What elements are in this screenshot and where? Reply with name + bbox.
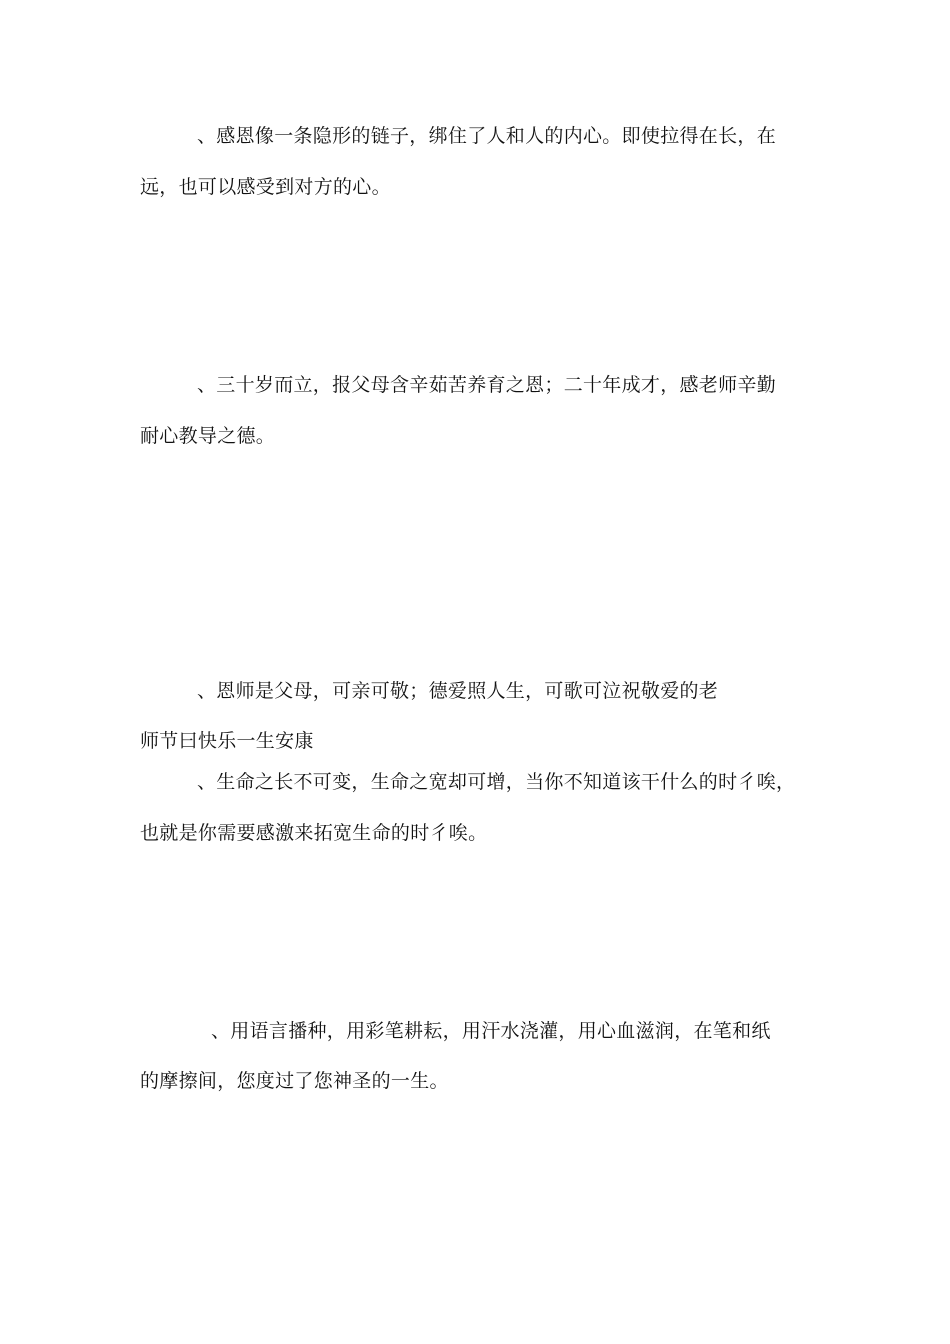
paragraph-line: 、生命之长不可变，生命之宽却可增，当你不知道该干什么的时彳唉， <box>197 771 796 793</box>
paragraph-line: 耐心教导之德。 <box>140 425 276 447</box>
paragraph-line: 远，也可以感受到对方的心。 <box>140 176 391 198</box>
paragraph-line: 、三十岁而立，报父母含辛茹苦养育之恩；二十年成才，感老师辛勤 <box>197 374 777 396</box>
paragraph-line: 、用语言播种，用彩笔耕耘，用汗水浇灌，用心血滋润，在笔和纸 <box>211 1020 771 1042</box>
paragraph-line: 、感恩像一条隐形的链子，绑住了人和人的内心。即使拉得在长，在 <box>197 125 777 147</box>
paragraph-line: 也就是你需要感激来拓宽生命的时彳唉。 <box>140 822 488 844</box>
paragraph-line: 的摩擦间，您度过了您神圣的一生。 <box>140 1070 449 1092</box>
paragraph-line: 、恩师是父母，可亲可敬；德爱照人生，可歌可泣祝敬爱的老 <box>197 680 719 702</box>
paragraph-line: 师节曰快乐一生安康 <box>140 730 314 752</box>
